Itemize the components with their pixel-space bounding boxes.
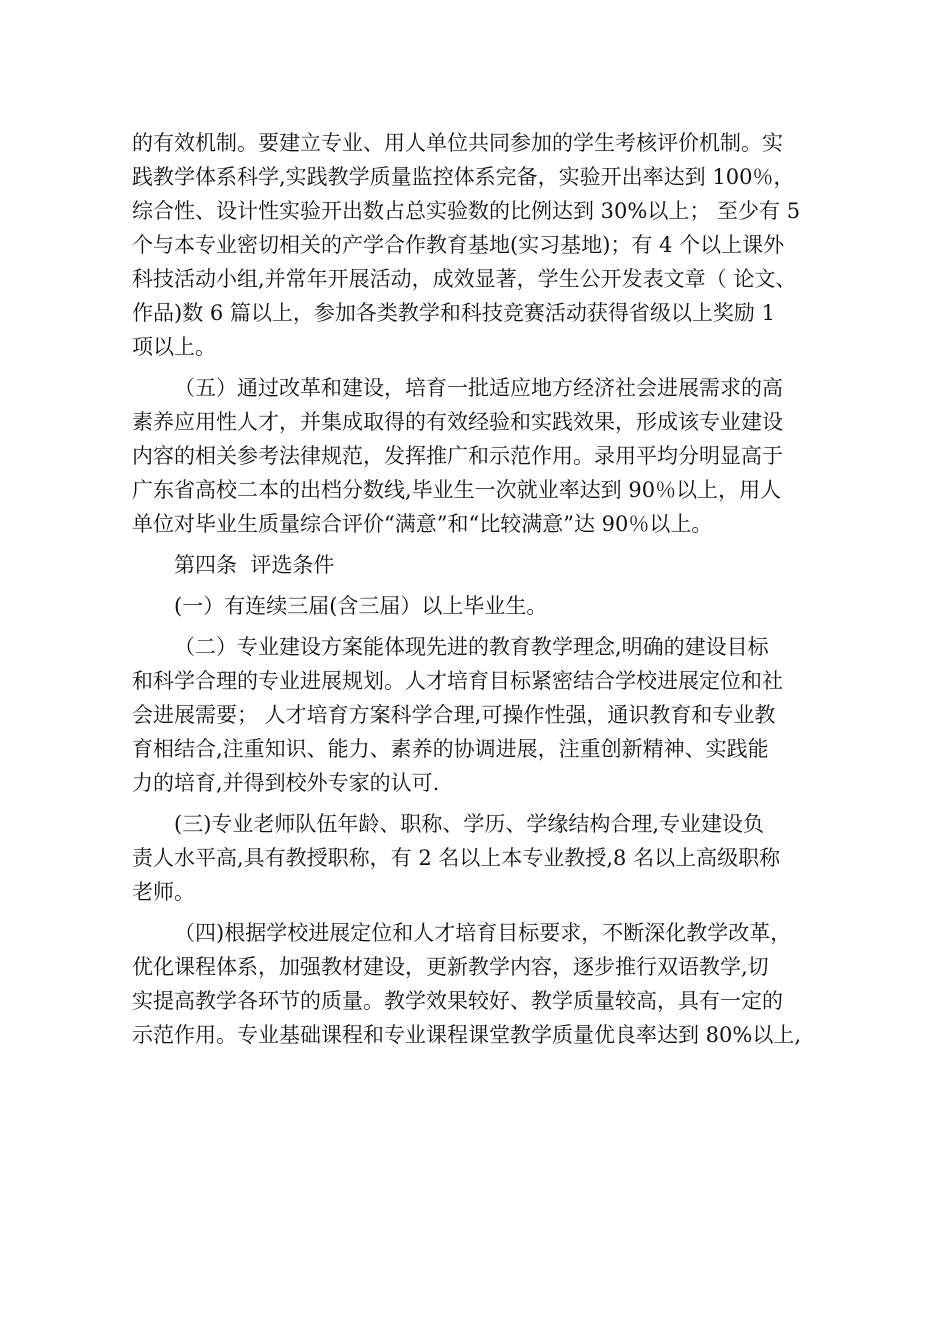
condition-4-first-line: （四)根据学校进展定位和人才培育目标要求，不断深化教学改革， [174, 921, 792, 945]
text-line: 单位对毕业生质量综合评价“满意”和“比较满意”达 90％以上。 [132, 512, 713, 536]
condition-2-first-line: （二）专业建设方案能体现先进的教育教学理念,明确的建设目标 [174, 635, 769, 659]
text-line: 践教学体系科学,实践教学质量监控体系完备，实验开出率达到 100％， [132, 165, 795, 189]
paragraph-5-first-line: （五）通过改革和建设，培育一批适应地方经济社会进展需求的高 [174, 376, 783, 400]
text-line: 项以上。 [132, 335, 216, 359]
text-line: 科技活动小组,并常年开展活动，成效显著，学生公开发表文章（ 论文、 [132, 267, 797, 291]
document-body [132, 126, 824, 1052]
text-line: 育相结合,注重知识、能力、素养的协调进展，注重创新精神、实践能 [132, 737, 769, 761]
text-line: 力的培育,并得到校外专家的认可. [132, 771, 440, 795]
condition-1: (一）有连续三届(含三届）以上毕业生。 [174, 594, 548, 618]
text-line: 实提高教学各环节的质量。教学效果较好、教学质量较高，具有一定的 [132, 989, 783, 1013]
text-line: 责人水平高,具有教授职称，有 2 名以上本专业教授,8 名以上高级职称 [132, 846, 781, 870]
text-line: 综合性、设计性实验开出数占总实验数的比例达到 30%以上； 至少有 5 [132, 199, 801, 223]
section-heading-article-4: 第四条 评选条件 [174, 553, 335, 577]
text-line: 会进展需要； 人才培育方案科学合理,可操作性强，通识教育和专业教 [132, 703, 776, 727]
condition-3-first-line: (三)专业老师队伍年龄、职称、学历、学缘结构合理,专业建设负 [174, 812, 765, 836]
text-line: 素养应用性人才，并集成取得的有效经验和实践效果，形成该专业建设 [132, 410, 783, 434]
text-line: 的有效机制。要建立专业、用人单位共同参加的学生考核评价机制。实 [132, 131, 783, 155]
text-line: 和科学合理的专业进展规划。人才培育目标紧密结合学校进展定位和社 [132, 669, 783, 693]
text-line: 作品)数 6 篇以上，参加各类教学和科技竞赛活动获得省级以上奖励 1 [132, 301, 775, 325]
text-line: 示范作用。专业基础课程和专业课程课堂教学质量优良率达到 80%以上, [132, 1023, 802, 1047]
text-line: 老师。 [132, 880, 195, 904]
text-line: 优化课程体系，加强教材建设，更新教学内容，逐步推行双语教学,切 [132, 955, 769, 979]
text-line: 内容的相关参考法律规范，发挥推广和示范作用。录用平均分明显高于 [132, 444, 783, 468]
text-line: 广东省高校二本的出档分数线,毕业生一次就业率达到 90％以上，用人 [132, 478, 782, 502]
text-line: 个与本专业密切相关的产学合作教育基地(实习基地)；有 4 个以上课外 [132, 233, 785, 257]
